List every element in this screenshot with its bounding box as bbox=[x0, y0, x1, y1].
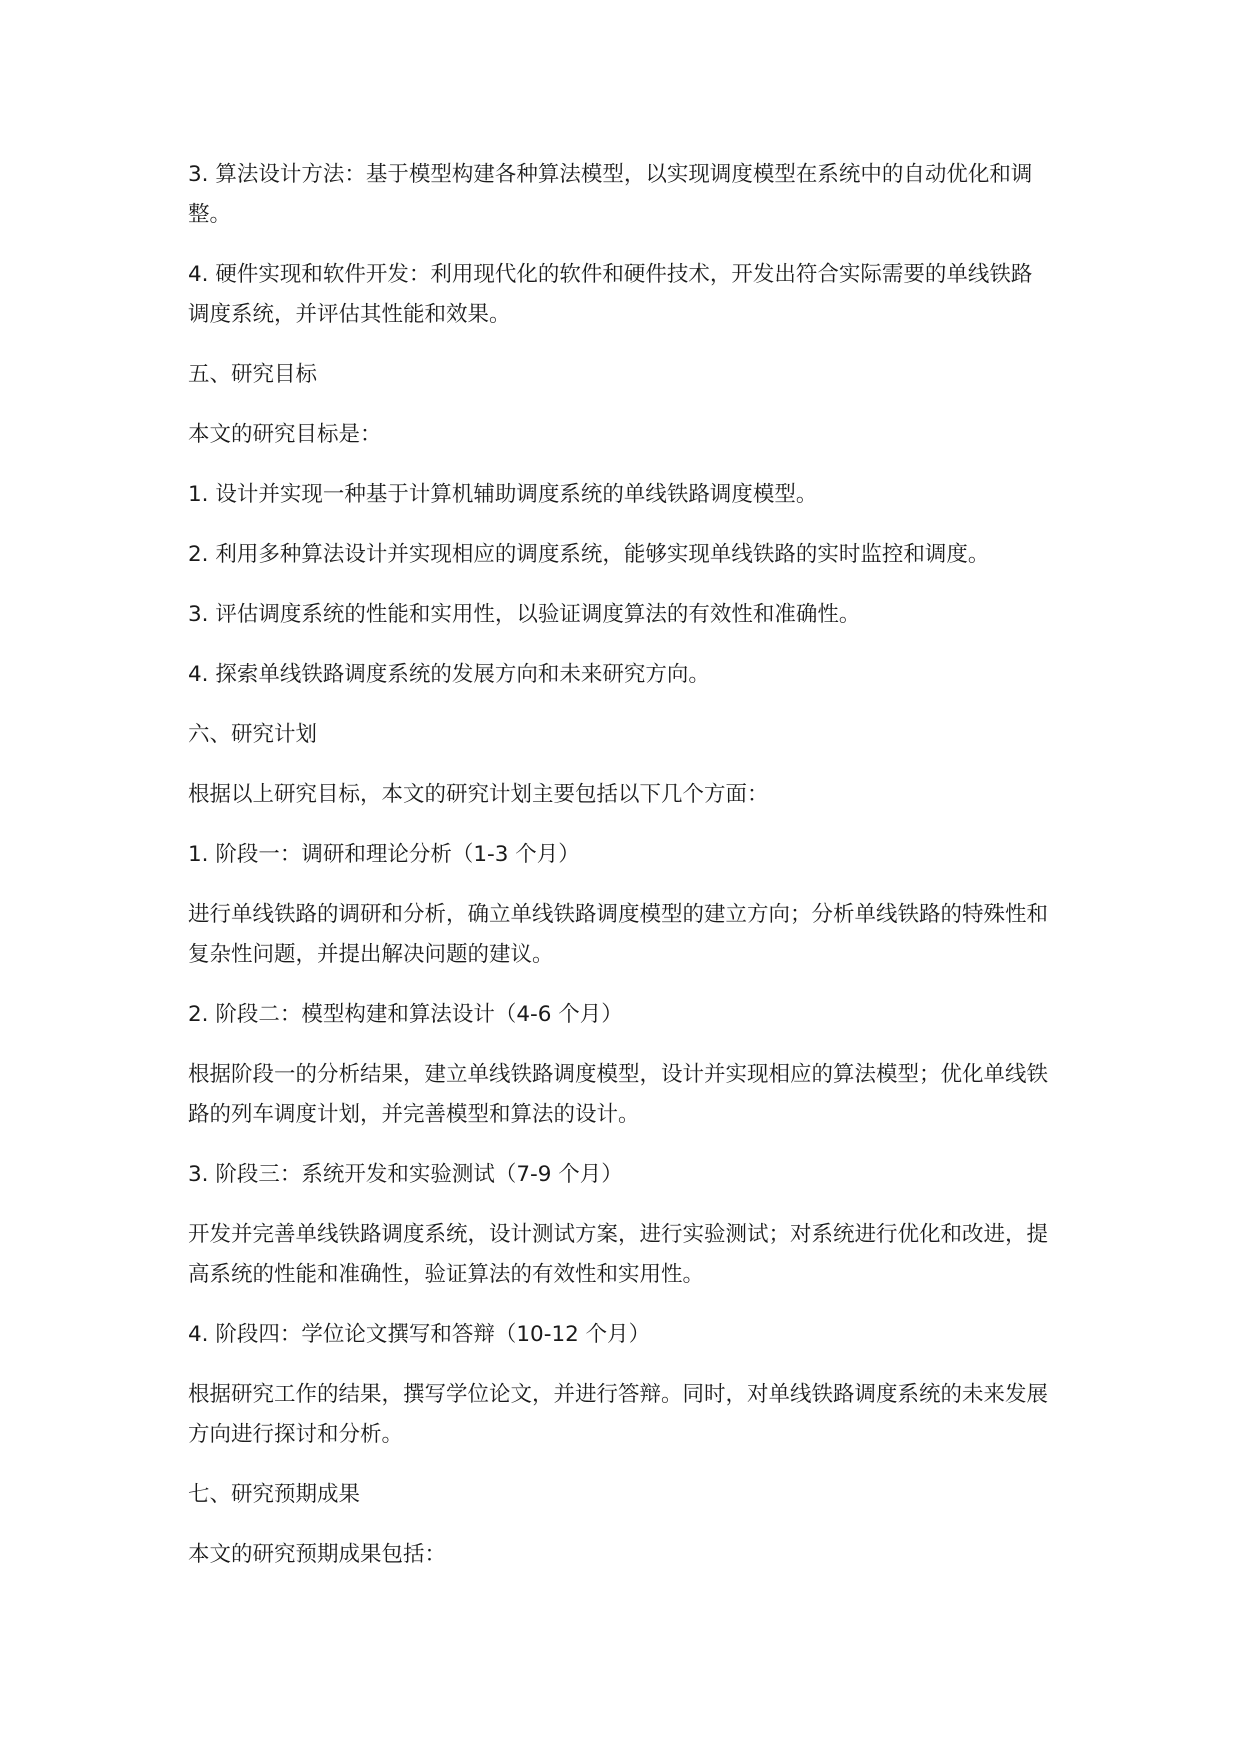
goal-item-4: 4. 探索单线铁路调度系统的发展方向和未来研究方向。 bbox=[188, 662, 710, 687]
goal-item-1: 1. 设计并实现一种基于计算机辅助调度系统的单线铁路调度模型。 bbox=[188, 482, 818, 507]
plan-stage-1-body: 进行单线铁路的调研和分析，确立单线铁路调度模型的建立方向；分析单线铁路的特殊性和复杂性问题，并提出解决问题的建议。 bbox=[188, 902, 1049, 967]
method-item-4: 4. 硬件实现和软件开发：利用现代化的软件和硬件技术，开发出符合实际需要的单线铁路调度系统，并评估其性能和效果。 bbox=[188, 262, 1033, 327]
plan-stage-2-title: 2. 阶段二：模型构建和算法设计（4-6 个月） bbox=[188, 1002, 623, 1027]
plan-stage-4-body: 根据研究工作的结果，撰写学位论文，并进行答辩。同时，对单线铁路调度系统的未来发展方向进行探讨和分析。 bbox=[188, 1382, 1049, 1447]
section-heading-plan: 六、研究计划 bbox=[188, 722, 318, 747]
plan-stage-1-title: 1. 阶段一：调研和理论分析（1-3 个月） bbox=[188, 842, 580, 867]
section-heading-outcomes: 七、研究预期成果 bbox=[188, 1482, 361, 1507]
plan-stage-3-title: 3. 阶段三：系统开发和实验测试（7-9 个月） bbox=[188, 1162, 623, 1187]
outcomes-intro: 本文的研究预期成果包括： bbox=[188, 1542, 447, 1567]
plan-stage-3-body: 开发并完善单线铁路调度系统，设计测试方案，进行实验测试；对系统进行优化和改进，提高系统的性能和准确性，验证算法的有效性和实用性。 bbox=[188, 1222, 1049, 1287]
document-page bbox=[188, 155, 1048, 1595]
goals-intro: 本文的研究目标是： bbox=[188, 422, 382, 447]
goal-item-2: 2. 利用多种算法设计并实现相应的调度系统，能够实现单线铁路的实时监控和调度。 bbox=[188, 542, 990, 567]
plan-intro: 根据以上研究目标，本文的研究计划主要包括以下几个方面： bbox=[188, 782, 769, 807]
plan-stage-2-body: 根据阶段一的分析结果，建立单线铁路调度模型，设计并实现相应的算法模型；优化单线铁路的列车调度计划，并完善模型和算法的设计。 bbox=[188, 1062, 1049, 1127]
method-item-3: 3. 算法设计方法：基于模型构建各种算法模型，以实现调度模型在系统中的自动优化和调整。 bbox=[188, 162, 1033, 227]
section-heading-goals: 五、研究目标 bbox=[188, 362, 318, 387]
goal-item-3: 3. 评估调度系统的性能和实用性，以验证调度算法的有效性和准确性。 bbox=[188, 602, 861, 627]
plan-stage-4-title: 4. 阶段四：学位论文撰写和答辩（10-12 个月） bbox=[188, 1322, 651, 1347]
